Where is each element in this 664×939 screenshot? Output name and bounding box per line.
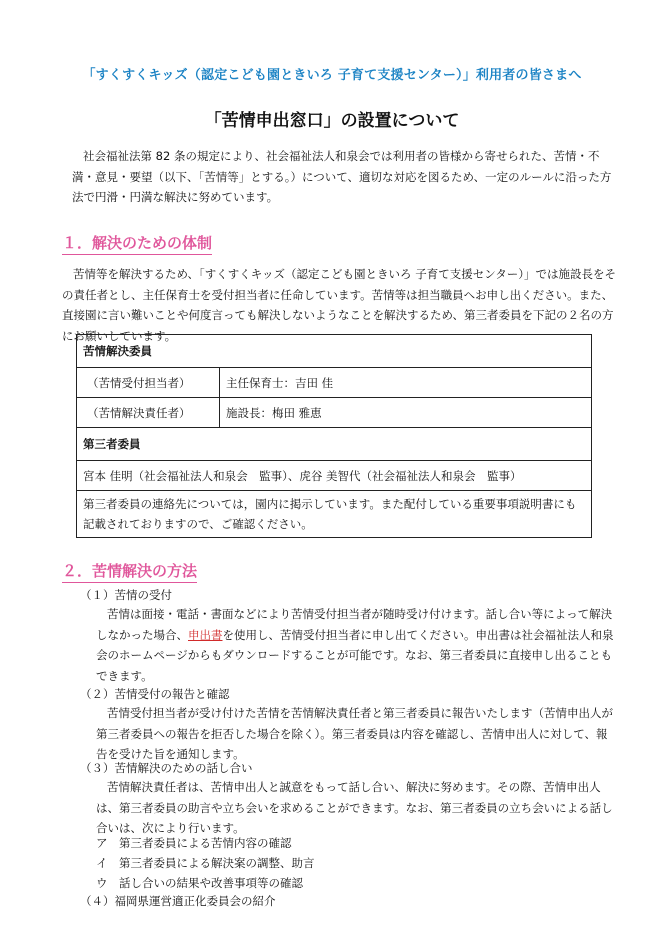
committee-table — [76, 334, 592, 538]
table-row — [77, 398, 592, 428]
list-item: イ 第三者委員による解決案の調整、助言 — [96, 856, 315, 870]
application-form-link[interactable]: 申出書 — [188, 627, 223, 642]
third-party-members: 宮本 佳明（社会福祉法人和泉会 監事）、虎谷 美智代（社会福祉法人和泉会 監事） — [77, 461, 592, 491]
list-item: ウ 話し合いの結果や改善事項等の確認 — [96, 876, 303, 890]
list-item: ア 第三者委員による苦情内容の確認 — [96, 836, 292, 850]
receptionist-label: （苦情受付担当者） — [77, 368, 220, 398]
sub-3-title: （３）苦情解決のための話し合い — [80, 761, 253, 775]
responsible-label: （苦情解決責任者） — [77, 398, 220, 428]
sub-1-title: （１）苦情の受付 — [80, 588, 172, 602]
sub-2-title: （２）苦情受付の報告と確認 — [80, 687, 230, 701]
sub-1-text-b: を使用し、苦情受付担当者に申し出てください。申出書は社会福祉法人和泉会のホームページからもダウンロードすることが可能です。なお、第三者委員に直接申し出ることもできます。 — [96, 627, 614, 683]
section-1-heading: １．解決のための体制 — [62, 232, 212, 255]
sub-4-title: （４）福岡県運営適正化委員会の紹介 — [80, 894, 276, 908]
committee-header: 苦情解決委員 — [77, 335, 592, 368]
section-1-paragraph: 苦情等を解決するため、「すくすくキッズ（認定こども園ときいろ 子育て支援センター）」では施設長をその責任者とし、主任保育士を受付担当者に任命しています。苦情等は担当職員へお申し出ください。また、直接園に言い難いことや何度言っても解決しないようなことを解決するため、第三者委員を下記の２名の方にお願いしています。 — [62, 267, 616, 343]
intro-paragraph: 社会福祉法第 82 条の規定により、社会福祉法人和泉会では利用者の皆様から寄せられた、苦情・不満・意見・要望（以下、「苦情等」とする。）について、適切な対応を図るため、一定のルールに沿った方法で円滑・円満な解決に努めています。 — [72, 149, 612, 204]
section-2-heading: ２．苦情解決の方法 — [62, 560, 197, 583]
sub-1-text — [96, 604, 616, 686]
page-title: 「苦情申出窓口」の設置について — [204, 111, 460, 131]
contact-note: 第三者委員の連絡先については，園内に掲示しています。また配付している重要事項説明書にも記載されておりますので、ご確認ください。 — [77, 491, 592, 538]
third-party-header: 第三者委員 — [77, 428, 592, 461]
addressee-line: 「すくすくキッズ（認定こども園ときいろ 子育て支援センター）」利用者の皆さまへ — [82, 68, 582, 83]
receptionist-value: 主任保育士：吉田 佳 — [220, 368, 592, 398]
sub-2-text: 苦情受付担当者が受け付けた苦情を苦情解決責任者と第三者委員に報告いたします（苦情申出人が第三者委員への報告を拒否した場合を除く）。第三者委員は内容を確認し、苦情申出人に対して、報告を受けた旨を通知します。 — [96, 706, 613, 761]
responsible-value: 施設長：梅田 雅恵 — [220, 398, 592, 428]
table-row — [77, 368, 592, 398]
sub-1-text-a: 苦情は面接・電話・書面などにより苦情受付担当者が随時受け付けます。話し合い等によって解決しなかった場合、 — [96, 607, 613, 642]
sub-3-text: 苦情解決責任者は、苦情申出人と誠意をもって話し合い、解決に努めます。その際、苦情申出人は、第三者委員の助言や立ち会いを求めることができます。なお、第三者委員の立ち会いによる話し合いは、次により行います。 — [96, 780, 613, 835]
